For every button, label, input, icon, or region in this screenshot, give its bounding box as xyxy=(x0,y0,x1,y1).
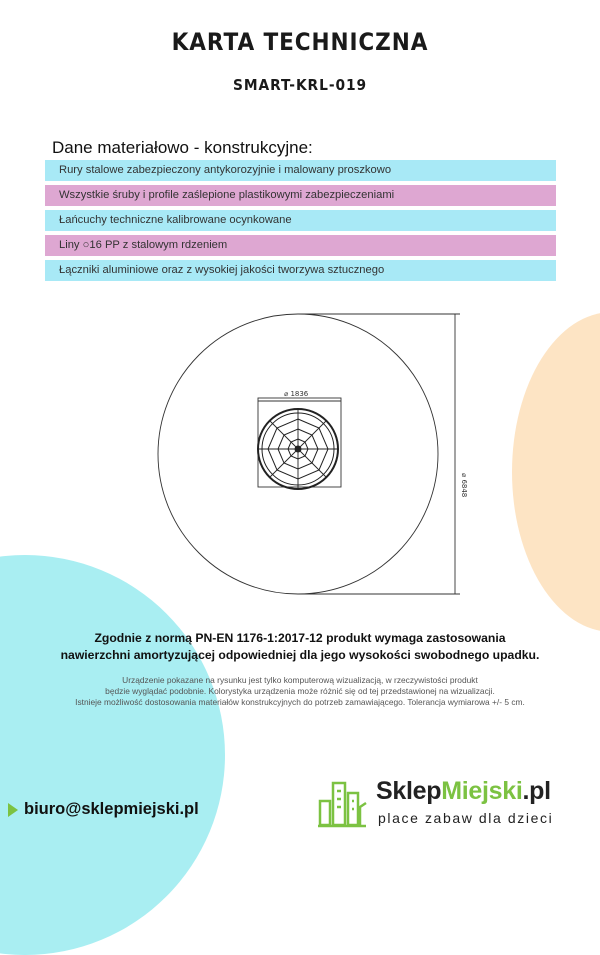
width-dimension-label: ⌀ 1836 xyxy=(284,390,309,398)
decorative-cyan-circle xyxy=(0,555,225,955)
decorative-peach-circle xyxy=(512,312,600,632)
norm-statement xyxy=(20,630,580,664)
technical-drawing xyxy=(150,305,470,605)
email-text: biuro@sklepmiejski.pl xyxy=(24,800,199,818)
brand-tagline: place zabaw dla dzieci xyxy=(378,810,554,826)
arrow-right-icon xyxy=(8,803,18,817)
brand-logo xyxy=(318,775,588,835)
brand-part-accent: Miejski xyxy=(441,777,523,805)
disclaimer-notes xyxy=(10,675,590,708)
spider-web-net-icon xyxy=(258,409,338,489)
materials-list xyxy=(45,160,556,285)
materials-heading: Dane materiałowo - konstrukcyjne: xyxy=(52,138,313,157)
brand-name xyxy=(376,777,551,806)
note-line: będzie wyglądać podobnie. Kolorystyka urządzenia może różnić się od tej przedstawionej na wizualizacji. xyxy=(105,686,495,696)
note-line: Istnieje możliwość dostosowania materiałów konstrukcyjnych do potrzeb zamawiającego. Tolerancja wymiarowa +/- 5 cm. xyxy=(75,697,525,707)
materials-item: Rury stalowe zabezpieczony antykorozyjnie i malowany proszkowo xyxy=(45,160,556,181)
norm-line: nawierzchni amortyzującej odpowiedniej dla jego wysokości swobodnego upadku. xyxy=(60,648,540,662)
note-line: Urządzenie pokazane na rysunku jest tylko komputerową wizualizacją, w rzeczywistości produkt xyxy=(122,675,478,685)
norm-line: Zgodnie z normą PN-EN 1176-1:2017-12 produkt wymaga zastosowania xyxy=(94,631,506,645)
diameter-dimension-label: ⌀ 6848 xyxy=(460,473,468,498)
materials-item: Liny ○16 PP z stalowym rdzeniem xyxy=(45,235,556,256)
page-title: KARTA TECHNICZNA xyxy=(171,28,429,56)
brand-part: Sklep xyxy=(376,777,442,805)
contact-email[interactable] xyxy=(8,800,199,819)
materials-item: Wszystkie śruby i profile zaślepione plastikowymi zabezpieczeniami xyxy=(45,185,556,206)
materials-item: Łączniki aluminiowe oraz z wysokiej jakości tworzywa sztucznego xyxy=(45,260,556,281)
city-buildings-icon xyxy=(318,777,368,829)
model-code: SMART-KRL-019 xyxy=(232,76,368,94)
brand-part: .pl xyxy=(522,777,551,805)
materials-item: Łańcuchy techniczne kalibrowane ocynkowane xyxy=(45,210,556,231)
